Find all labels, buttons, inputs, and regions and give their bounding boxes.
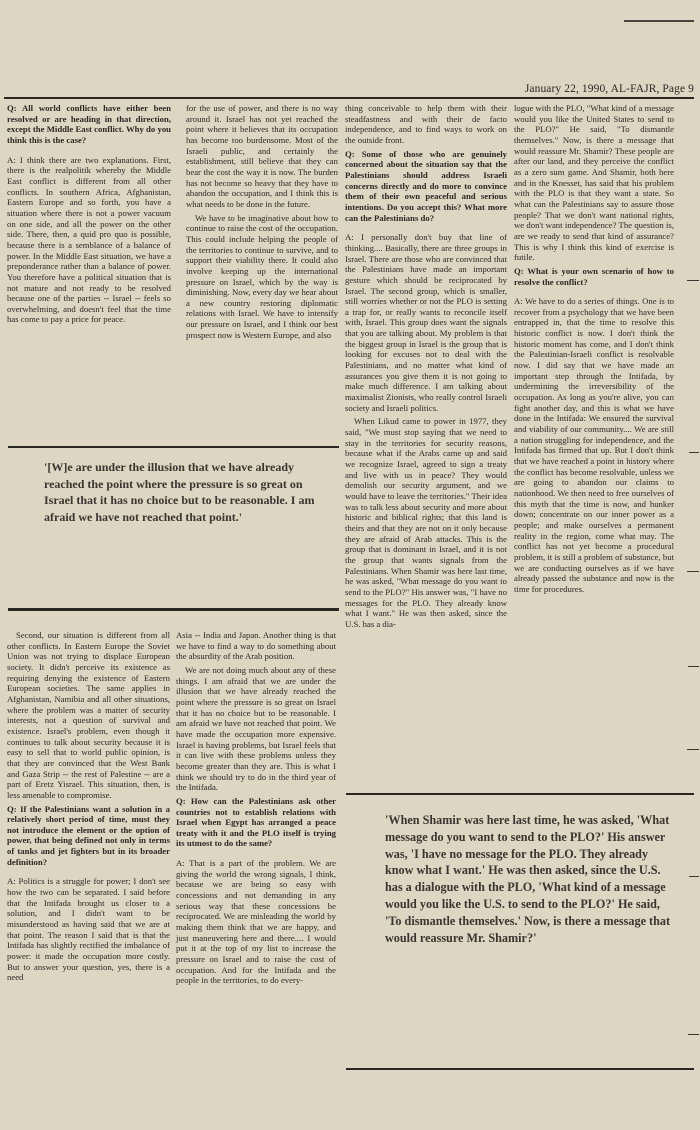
paragraph: A: I think there are two explanations. First, there is the realpolitik whereby the Middle East conflict is different from all other conflicts. In southern Africa, Afghanistan, Eastern Europe and so forth, you have a situation where there is not a power vacuum on one side, and all the power on the other side. There, then, a quid pro quo is possible, because there is a semblance of a balance of power. In the Middle East situation, we have a preponderance rather than a balance of power. You therefore have a political situation that is not mature and not ready to be resolved because one of the parties -- Israel -- feels so overwhelming, and doesn't feel that the time has come to pay a price for peace. [7, 154, 171, 325]
pullquote-1-top-rule [8, 446, 339, 448]
right-margin-marks [683, 0, 700, 1130]
paragraph: A: Politics is a struggle for power; I don't see how the two can be separated. I said before that the Intifada brought us closer to a solution, and I didn't want to be misunderstood as having said that we are at that point. The reason I said that is that the Intifada has slightly rectified the imbalance of power: it made the occupation more costly. But to answer your question, yes, there is a need [7, 876, 170, 983]
question-paragraph: Q: How can the Palestinians ask other countries not to establish relations with Israel when Egypt has arranged a peace treaty with it and the PLO itself is trying its utmost to do the same? [176, 795, 336, 849]
paragraph: A: I personally don't buy that line of thinking.... Basically, there are three groups in Israel. There are those who are convinced that the Palestinians have made an important gesture which should be reciprocated by Israel. The second group, which is smaller, still worries whether or not the PLO is setting a trap for, or really wants to reconcile itself with, Israel. This group does want the signals that you are talking about. My problem is that the biggest group in Israel is the group that is looking for excuses not to deal with the Palestinians, and no matter what kind of assurances you give them it is not going to make much difference. I am talking about maximalist Zionists, who really control Israeli society and Israeli politics. [345, 232, 507, 413]
column-2-bottom [176, 630, 336, 1070]
question-paragraph: Q: All world conflicts have either been resolved or are heading in that direction, except the Middle East conflict. Why do you think this is the case? [7, 103, 171, 145]
page-header: January 22, 1990, AL-FAJR, Page 9 [524, 83, 694, 95]
column-1-top [7, 103, 171, 373]
paragraph: We are not doing much about any of these things. I am afraid that we are under the illusion that we have already reached the point where the pressure is so great on Israel that it has no choice but to be reasonable. I am afraid we have not reached that point. We have made the occupation more expensive. Israel is having problems, but Israel feels that it can live with these problems unless they become greater than they are. This is what I think we should try to do in the third year of the Intifada. [176, 664, 336, 793]
paragraph: A: That is a part of the problem. We are giving the world the wrong signals, I think, because we are being so easy with concessions and not demanding in any serious way that these concessions be reciprocated. We are misleading the world by making them think that we are happy, and just maneuvering here and there.... I would put it at the top of my list to increase the pressure on Israel and to raise the cost of occupation. And for the Intifada and the people in the territories, to do every- [176, 858, 336, 986]
pullquote-2-top-rule [346, 793, 694, 795]
pullquote-1: '[W]e are under the illusion that we have already reached the point where the pressure is so great on Israel that it has no choice but to be reasonable. I am afraid we have not reached that point.' [44, 460, 315, 524]
pullquote-1-bottom-rule [8, 608, 339, 611]
question-paragraph: Q: Some of those who are genuinely concerned about the situation say that the Palestinians should address Israeli concerns directly and do more to convince them of their own peaceful and serious intentions. Do you accept this? What more can the Palestinians do? [345, 148, 507, 223]
paragraph: thing conceivable to help them with their steadfastness and with their de facto independence, and to find ways to work on the outside front. [345, 103, 507, 145]
question-paragraph: Q: What is your own scenario of how to resolve the conflict? [514, 265, 674, 287]
column-4 [514, 103, 674, 763]
header-rule [4, 97, 694, 99]
column-1-bottom [7, 630, 170, 1070]
paragraph: A: We have to do a series of things. One is to recover from a psychology that we have been entrapped in, that the time to resolve this historic conflict is now. I don't think the historic moment has come, and I don't think the Palestinian-Israeli conflict is resolvable now. I did say that we have made an important step through the Intifada, by undermining the irreversibility of the occupation. As long as you're alive, you can fight another day, and this is what we have done in the Intifada: We ensured the survival and viability of our community.... We are still a nation struggling for independence, and the Intifada has firmed that up. But I don't think that we have reached a point in history where the conflict has become resolvable, unless we are going to abandon our claims to nationhood. We then need to free ourselves of this myth that the time is now, and hunker down; concentrate on our inner power as a people; and make ourselves a permanent reality in the region, come what may. The conflict has not yet become a procedural problem, it is still a problem of substance, but we are conducting ourselves as if we have already passed the substance and now is the time for procedures. [514, 296, 674, 594]
paragraph: for the use of power, and there is no way around it. Israel has not yet reached the point where it believes that its occupation has become too burdensome. Most of the Israeli public, and certainly the establishment, still believe that they can bear the cost the way it is now. The burden has not become so heavy that they have to abandon the occupation, and I think this is what needs to be done in the future. [186, 103, 338, 209]
question-paragraph: Q: If the Palestinians want a solution in a relatively short period of time, must they not introduce the element or the option of power, that being defined not only in terms of tanks and jet fighters but in its broader definition? [7, 803, 170, 867]
paragraph: logue with the PLO, "What kind of a message would you like the United States to send to the PLO?" He said, "To dismantle themselves." Now, is there a message that would reassure Mr. Shamir? These people are after our land, and they perceive the conflict as a zero sum game. And Shamir, both here and in the Knesset, has said that his problem with the PLO is that they want a state. So what can the Palestinians say to assure those people? That we don't want national rights, we don't want independence? The question is, are we ready to send that kind of assurance? This is why I think this kind of exercise is futile. [514, 103, 674, 263]
pullquote-2-bottom-rule [346, 1068, 694, 1070]
pullquote-2: 'When Shamir was here last time, he was asked, 'What message do you want to send to the PLO?' His answer was, 'I have no message for the PLO. They already know what I want.' He was then asked, since the U.S. has a dialogue with the PLO, 'What kind of a message would you like the U.S. to send to the PLO?' He said, 'To dismantle themselves.' Now, is there a message that would reassure Mr. Shamir?' [385, 813, 671, 945]
paragraph: Second, our situation is different from all other conflicts. In Eastern Europe the Soviet Union was not trying to displace European society. It didn't perceive its existence as requiring denying the existence of Eastern European societies. The same applies in Afghanistan, Namibia and all other situations, where the problem was a matter of security interests, not a question of survival and existence. Israel's problem, even though it continues to talk about security because it is easy to sell that to world public opinion, is that they are convinced that the West Bank and Gaza Strip -- the rest of Palestine -- are a part of Eretz Yisrael. This situation, then, is less amenable to compromise. [7, 630, 170, 800]
paragraph: When Likud came to power in 1977, they said, "We must stop saying that we need to stay in the territories for security reasons, because what if the Arabs came up and said we recognize Israel, agreed to sign a treaty and live with us in peace? They would demolish our security argument, and we would have to leave the territories." Their idea was to talk less about security and more about historic and biblical rights; that this land is theirs and that they are not on it only because they are afraid of Arab attacks. This is the group that is dominant in Israel, and it is not the group that wants signals from the Palestinians. When Shamir was here last time, he was asked, "What message do you want to send to the PLO?" His answer was, "I have no messages for the PLO. They already know what I want." He was then asked, since the U.S. has a dia- [345, 416, 507, 629]
column-3 [345, 103, 507, 793]
column-2-top [186, 103, 338, 373]
paragraph: Asia -- India and Japan. Another thing is that we have to find a way to do something about the absurdity of the Arab position. [176, 630, 336, 662]
paragraph: We have to be imaginative about how to continue to raise the cost of the occupation. This could include helping the people of the territories to continue to survive, and to support their viability there. It could also involve keeping up the international pressure on Israel, which by the way is diminishing. Now, every day we hear about a new country restoring diplomatic relations with Israel. We have to intensify our pressure on Israel, and I think our best prospect now is Western Europe, and also [186, 212, 338, 340]
